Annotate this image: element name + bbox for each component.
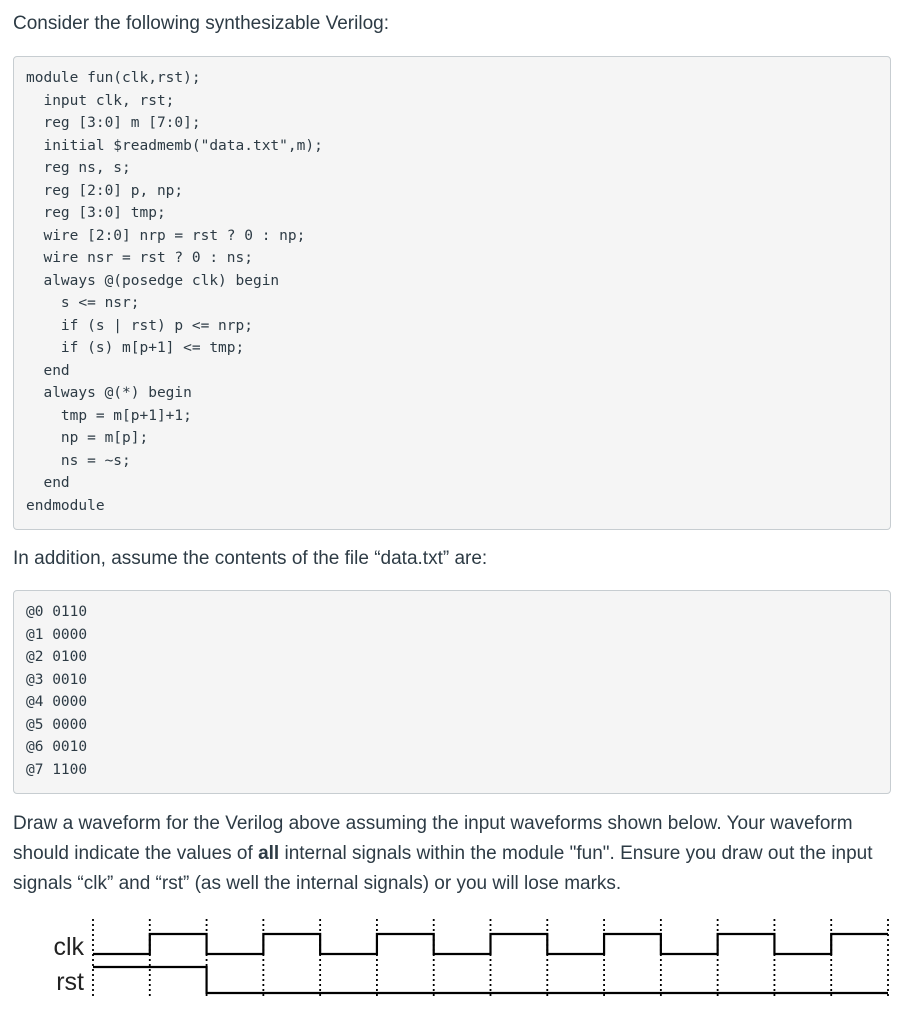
data-file-block: [13, 590, 891, 794]
clk-label: clk: [53, 933, 84, 961]
instructions-part1: Draw a waveform for the Verilog above assuming the input waveforms shown below. Your waveform should indicate the values of: [13, 813, 853, 864]
rst-label: rst: [56, 968, 84, 996]
verilog-code-block: [13, 56, 891, 530]
intro-text: Consider the following synthesizable Verilog:: [13, 13, 389, 34]
input-waveform-diagram: [0, 905, 909, 1018]
instructions-text: [13, 809, 898, 899]
data-file-contents: @0 0110 @1 0000 @2 0100 @3 0010 @4 0000 @5 0000 @6 0010 @7 1100: [26, 604, 88, 778]
signal-labels: [53, 933, 84, 996]
instructions-part2: internal signals within the module "fun". Ensure you draw out the input signals “clk” and “rst” (as well the internal signals) or you will lose marks.: [13, 843, 873, 894]
verilog-code: module fun(clk,rst); input clk, rst; reg [3:0] m [7:0]; initial $readmemb("data.txt",m); reg ns, s; reg [2:0] p, np; reg [3:0] tmp; wire [2:0] nrp = rst ? 0 : np; wire nsr = rst ? 0 : ns; always @(posedge clk) begin s <= nsr; if (s | rst) p <= nrp; if (s) m[p+1] <= tmp; end always @(*) begin tmp = m[p+1]+1; np = m[p]; ns = ~s; end endmodule: [26, 70, 323, 514]
timing-gridlines: [93, 919, 888, 997]
instructions-emphasis: all: [258, 843, 280, 864]
clk-trace: [93, 934, 888, 954]
file-intro-text: In addition, assume the contents of the file “data.txt” are:: [13, 548, 488, 569]
